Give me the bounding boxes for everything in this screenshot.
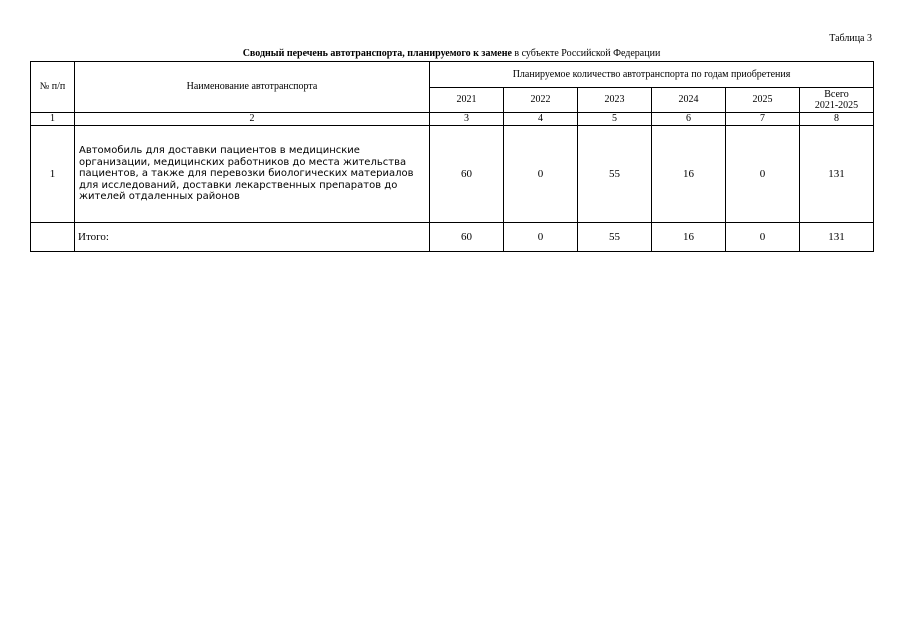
header-total-line2: 2021-2025 <box>814 100 859 111</box>
total-year-value: 55 <box>578 223 652 252</box>
column-index: 7 <box>726 113 800 126</box>
total-row-num <box>31 223 75 252</box>
year-value: 55 <box>578 126 652 223</box>
header-group: Планируемое количество автотранспорта по годам приобретения <box>430 62 874 88</box>
table-row <box>31 126 874 223</box>
column-index: 3 <box>430 113 504 126</box>
vehicle-name: Автомобиль для доставки пациентов в медицинские организации, медицинских работников до места жительства пациентов, а также для перевозки биологических материалов для исследований, доставки лекарственных препаратов до жителей отдаленных районов <box>75 126 430 223</box>
total-year-value: 0 <box>504 223 578 252</box>
total-label: Итого: <box>75 223 430 252</box>
header-year: 2023 <box>578 88 652 113</box>
column-index: 2 <box>75 113 430 126</box>
column-index: 4 <box>504 113 578 126</box>
total-year-value: 16 <box>652 223 726 252</box>
column-index: 1 <box>31 113 75 126</box>
year-value: 16 <box>652 126 726 223</box>
year-value: 60 <box>430 126 504 223</box>
column-index: 8 <box>800 113 874 126</box>
total-year-value: 0 <box>726 223 800 252</box>
row-number: 1 <box>31 126 75 223</box>
title-bold-part: Сводный перечень автотранспорта, планируемого к замене <box>242 48 512 59</box>
table-number-label: Таблица 3 <box>829 33 872 44</box>
year-value: 0 <box>504 126 578 223</box>
header-year: 2022 <box>504 88 578 113</box>
vehicle-table <box>30 61 874 252</box>
grand-total-value: 131 <box>800 223 874 252</box>
header-total <box>800 88 874 113</box>
header-year: 2025 <box>726 88 800 113</box>
year-value: 0 <box>726 126 800 223</box>
header-row-1 <box>31 62 874 88</box>
column-index: 6 <box>652 113 726 126</box>
header-year: 2024 <box>652 88 726 113</box>
header-year: 2021 <box>430 88 504 113</box>
header-name: Наименование автотранспорта <box>75 62 430 113</box>
total-year-value: 60 <box>430 223 504 252</box>
column-index-row <box>31 113 874 126</box>
header-num: № п/п <box>31 62 75 113</box>
title-normal-part: в субъекте Российской Федерации <box>511 48 661 59</box>
total-value: 131 <box>800 126 874 223</box>
document-title <box>30 48 873 59</box>
column-index: 5 <box>578 113 652 126</box>
total-row <box>31 223 874 252</box>
header-total-line1: Всего <box>824 88 849 100</box>
